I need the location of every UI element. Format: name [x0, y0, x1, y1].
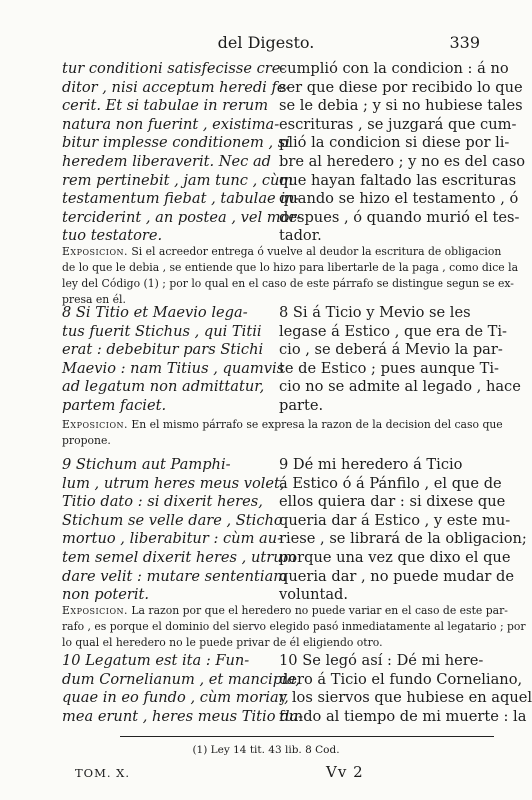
page-number: 339 [449, 33, 480, 52]
spanish-line: que hayan faltado las escrituras [279, 171, 517, 189]
spanish-line: y los siervos que hubiese en aquel [279, 689, 532, 707]
exposicion-line: ley del Código (1) ; por lo qual en el caso de este párrafo se distingue segun se ex- [62, 277, 514, 290]
spanish-line: voluntad. [279, 586, 349, 604]
spanish-line: cumplió con la condicion : á no [279, 60, 509, 77]
latin-line: lum , utrum heres meus volet, [62, 474, 285, 492]
spanish-line: plió la condicion si diese por li- [279, 134, 510, 152]
spanish-line: 9 Dé mi heredero á Ticio [279, 456, 463, 473]
spanish-line: 8 Si á Ticio y Mevio se les [279, 304, 471, 321]
spanish-column-4 [279, 652, 532, 726]
exposicion-line: propone. [62, 434, 111, 447]
latin-line: Titio dato : si dixerit heres, [62, 493, 263, 511]
latin-line: tur conditioni satisfecisse cre- [62, 60, 286, 77]
exposicion-line: lo qual el heredero no le puede privar de él eligiendo otro. [62, 636, 383, 649]
spanish-line: cio no se admite al legado , hace [279, 378, 521, 396]
spanish-line: te de Estico ; pues aunque Ti- [279, 359, 499, 377]
latin-line: tuo testatore. [62, 227, 163, 245]
exposicion-line: presa en él. [62, 293, 126, 306]
spanish-line: ellos quiera dar : si dixese que [279, 493, 506, 511]
exposicion-line: La razon por que el heredero no puede variar en el caso de este par- [131, 604, 508, 617]
latin-line: natura non fuerint , existima- [62, 115, 280, 133]
spanish-column-1 [279, 60, 526, 246]
spanish-line: legase á Estico , que era de Ti- [279, 322, 507, 340]
exposicion-line: Si el acreedor entrega ó vuelve al deudor la escritura de obligacion [131, 245, 502, 258]
exposicion-line: En el mismo párrafo se expresa la razon de la decision del caso que [131, 418, 503, 431]
latin-line: rem pertinebit , jam tunc , cùm [62, 171, 294, 189]
latin-line: 10 Legatum est ita : Fun- [62, 652, 250, 669]
latin-line: non poterit. [62, 586, 149, 604]
spanish-line: despues , ó quando murió el tes- [279, 208, 520, 226]
exposicion-3 [62, 603, 526, 651]
latin-line: erat : debebitur pars Stichi [62, 341, 264, 359]
latin-line: testamentum fiebat , tabulae in- [62, 190, 300, 208]
latin-line: tem semel dixerit heres , utrum [62, 548, 297, 566]
signature-mark: Vv 2 [326, 763, 364, 781]
latin-column-4 [62, 652, 304, 726]
latin-line: Stichum se velle dare , Sticho [62, 511, 283, 529]
spanish-column-2 [279, 304, 521, 416]
latin-line: 9 Stichum aut Pamphi- [62, 456, 231, 473]
spanish-line: cio , se deberá á Mevio la par- [279, 341, 503, 359]
latin-line: cerit. Et si tabulae in rerum [62, 97, 269, 115]
latin-line: tus fuerit Stichus , qui Titii [62, 322, 262, 340]
footnote-rule [120, 736, 494, 737]
spanish-line: queria dar á Estico , y este mu- [279, 511, 511, 529]
spanish-line: 10 Se legó así : Dé mi here- [279, 652, 484, 669]
latin-line: ditor , nisi acceptum heredi fe- [62, 78, 291, 96]
latin-line: quae in eo fundo , cùm moriar, [62, 689, 289, 707]
latin-line: Maevio : nam Titius , quamvis [62, 359, 285, 377]
latin-line: ad legatum non admittatur, [62, 378, 265, 396]
spanish-line: queria dar , no puede mudar de [279, 567, 514, 585]
exposicion-line: rafo , es porque el dominio del siervo elegido pasó inmediatamente al legatario ; por [62, 620, 526, 633]
latin-line: partem faciet. [62, 396, 167, 414]
spanish-line: porque una vez que dixo el que [279, 548, 511, 566]
spanish-line: escrituras , se juzgará que cum- [279, 115, 517, 133]
spanish-line: bre al heredero ; y no es del caso [279, 152, 526, 170]
spanish-line: riese , se librará de la obligacion; [279, 530, 527, 548]
spanish-line: quando se hizo el testamento , ó [279, 190, 519, 208]
running-header: del Digesto. [217, 33, 315, 52]
spanish-line: fundo al tiempo de mi muerte : la [279, 707, 527, 725]
latin-line: heredem liberaverit. Nec ad [62, 152, 272, 170]
latin-line: 8 Si Titio et Maevio lega- [62, 304, 248, 321]
volume-label: TOM. X. [75, 766, 131, 780]
latin-line: dare velit : mutare sententiam [62, 567, 288, 585]
exposicion-line: de lo que le debia , se entiende que lo hizo para libertarle de la paga , como dice la [62, 261, 518, 274]
spanish-line: tador. [279, 227, 322, 245]
exposicion-label: Exposicion. [62, 604, 128, 617]
latin-line: dum Cornelianum , et mancipia, [62, 670, 301, 688]
exposicion-2 [62, 417, 503, 449]
exposicion-label: Exposicion. [62, 418, 128, 431]
spanish-column-3 [279, 456, 527, 605]
latin-line: bitur implesse conditionem , si [62, 134, 290, 152]
exposicion-label: Exposicion. [62, 245, 128, 258]
spanish-line: ser que diese por recibido lo que [279, 78, 523, 96]
spanish-line: parte. [279, 396, 324, 414]
latin-line: terciderint , an postea , vel mor- [62, 208, 302, 226]
exposicion-1 [62, 244, 518, 308]
spanish-line: se le debia ; y si no hubiese tales [279, 97, 523, 115]
spanish-line: á Estico ó á Pánfilo , el que de [279, 474, 502, 492]
footnote: (1) Ley 14 tit. 43 lib. 8 Cod. [192, 744, 340, 756]
latin-line: mea erunt , heres meus Titio da- [62, 707, 304, 725]
latin-column-3 [62, 456, 297, 605]
spanish-line: dero á Ticio el fundo Corneliano, [279, 670, 523, 688]
latin-line: mortuo , liberabitur : cùm au- [62, 530, 283, 548]
latin-column-2 [62, 304, 285, 416]
